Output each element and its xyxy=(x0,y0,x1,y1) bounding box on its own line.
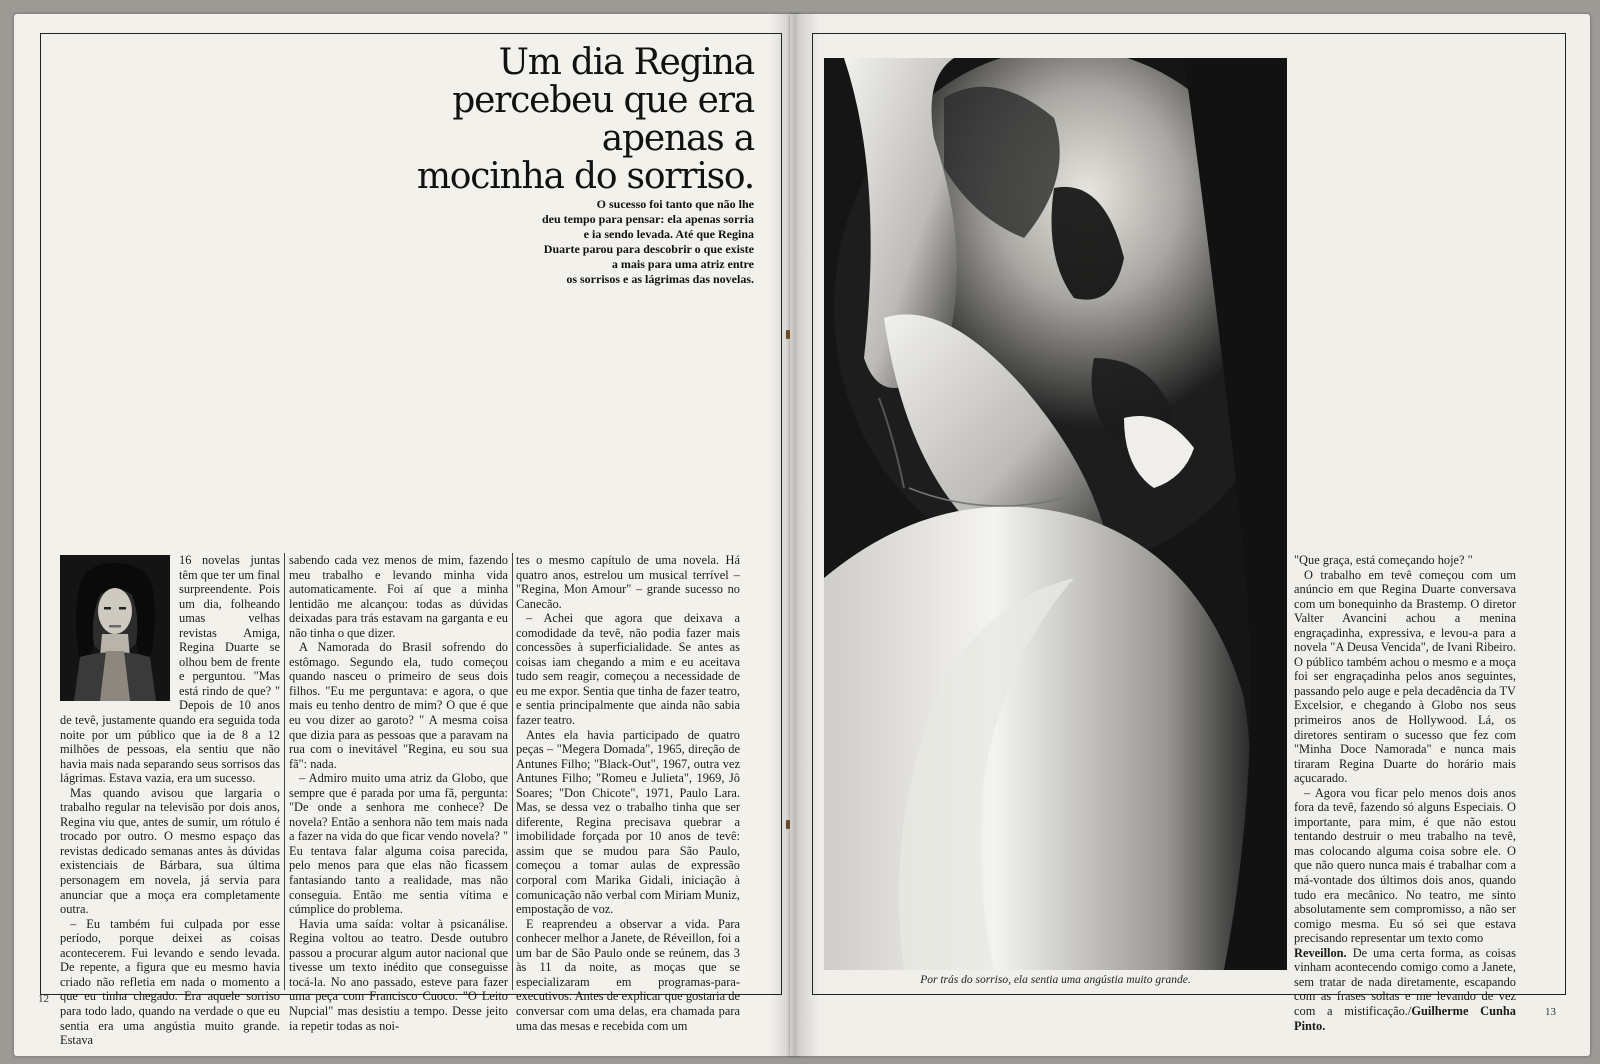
deck-line: Duarte parou para descobrir o que existe xyxy=(543,242,754,256)
paragraph: tes o mesmo capítulo de uma novela. Há quatro anos, estrelou um musical terrível – "Regina, Mon Amour" – grande sucesso no Canecão. xyxy=(516,553,740,611)
paragraph-text: De uma certa forma, as coisas vinham acontecendo comigo como a Janete, sem tratar de nada diretamente, escapando com as frases soltas e me levando de vez com a mistificação./ xyxy=(1294,945,1516,1018)
portrait-photo xyxy=(60,555,170,701)
page-number-right: 13 xyxy=(1545,1006,1556,1018)
column-rule xyxy=(284,553,285,990)
paragraph: 16 novelas juntas têm que ter um final surpreendente. Pois um dia, folheando umas velhas revistas Amiga, Regina Duarte se olhou bem de frente e perguntou. "Mas está rindo de que? " Depois de 10 anos de tevê, justamente quando era seguida toda noite por um público que ia de 8 a 12 milhões de pessoas, ela sentiu que não havia mais nada separando seus sorrisos das lágrimas. Estava vazia, era um sucesso. xyxy=(60,553,280,786)
portrait-image xyxy=(60,555,170,701)
paragraph: – Agora vou ficar pelo menos dois anos fora da tevê, fazendo só alguns Especiais. O importante, para mim, é que não estou tentando destruir o meu trabalho na tevê, mas colocando alguma coisa sobre ele. O que não quero nunca mais é trabalhar com a má-vontade dos últimos dois anos, quando tudo era mecânico. No teatro, me sinto absolutamente sem compromisso, a não ser comigo mesma. Eu só sei que estava precisando representar um texto como xyxy=(1294,785,1516,946)
paragraph: sabendo cada vez menos de mim, fazendo meu trabalho e levando minha vida automaticamente. Foi aí que a minha lentidão me alcançou: todas as dúvidas deixadas para trás estavam na garganta e eu não tinha o que dizer. xyxy=(289,553,508,640)
paragraph: "Que graça, está começando hoje? " xyxy=(1294,553,1473,567)
author-byline: Guilherme Cunha Pinto. xyxy=(1294,1003,1516,1033)
page-number-left: 12 xyxy=(38,993,49,1005)
paragraph xyxy=(1294,946,1516,1033)
headline-line: Um dia Regina xyxy=(498,42,754,83)
deck-line: deu tempo para pensar: ela apenas sorria xyxy=(542,212,754,226)
article-column-4 xyxy=(1294,553,1516,1033)
paragraph: Mas quando avisou que largaria o trabalho regular na televisão por dois anos, Regina viu que, antes de sumir, um rótulo é trocado por outro. O mesmo espaço das revistas dedicado semanas antes às dúvidas existenciais de Bárbara, sua última personagem em novela, já servia para anunciar que a moça era completamente outra. xyxy=(60,785,280,917)
paragraph: O trabalho em tevê começou com um anúncio em que Regina Duarte conversava com um bonequinho da Brastemp. O diretor Valter Avancini achou a menina engraçadinha, expressiva, e levou-a para a novela "A Deusa Vencida", de Ivani Ribeiro. O público também achou o mesmo e a moça foi ser engraçadinha pelos anos seguintes, passando pelo auge e pela decadência da TV Excelsior, e chegando à Globo nos seus primeiros anos de Hollywood. Lá, os diretores sentiram o sucesso que fez com "Minha Doce Namorada" e nunca mais tiraram Regina Duarte do horário mais açucarado. xyxy=(1294,567,1516,786)
photo-caption: Por trás do sorriso, ela sentia uma angústia muito grande. xyxy=(920,974,1191,986)
deck xyxy=(454,197,754,287)
paragraph: E reaprendeu a observar a vida. Para conhecer melhor a Janete, de Réveillon, foi a um bar de São Paulo onde se reúnem, das 3 às 11 da noite, as moças que se especializaram em programas-para-executivos. Antes de explicar que gostaria de conversar com uma delas, era chamada para uma das mesas e recebida com um xyxy=(516,916,740,1033)
main-photo xyxy=(824,58,1287,970)
column-rule xyxy=(512,553,513,990)
article-column-2 xyxy=(289,553,508,1033)
paragraph: Havia uma saída: voltar à psicanálise. Regina voltou ao teatro. Desde outubro passou a procurar algum autor nacional que tivesse um texto inédito que conseguisse tocá-la. No ano passado, esteve para fazer uma peça com Francisco Cuoco. "O Leito Nupcial" mas desistiu a tempo. Desse jeito ia repetir todas as noi- xyxy=(289,916,508,1033)
headline-line: mocinha do sorriso. xyxy=(416,156,754,197)
headline xyxy=(354,44,754,196)
headline-line: percebeu que era xyxy=(452,80,754,121)
paragraph: – Eu também fui culpada por esse período, porque deixei as coisas acontecerem. Fui levando e sendo levada. De repente, a figura que eu mesmo havia criado não refletia em nada o momento a que eu tinha chegado. Era aquele sorriso para todo lado, quando na verdade o que eu sentia era uma angústia muito grande. Estava xyxy=(60,916,280,1048)
paragraph: – Admiro muito uma atriz da Globo, que sempre que é parada por uma fã, pergunta: "De onde a senhora me conhece? De novela? Então a senhora não tem mais nada a fazer na vida do que ficar vendo novela? " Eu tentava falar alguma coisa parecida, pelo menos para que elas não ficassem fantasiando tanto a realidade, mas não conseguia. Então me sentia vítima e cúmplice do problema. xyxy=(289,771,508,917)
paragraph: A Namorada do Brasil sofrendo do estômago. Segundo ela, tudo começou quando nasceu o primeiro de seus dois filhos. "Eu me perguntava: e agora, o que mais eu tenho dentro de mim? O que é que eu vou dizer ao garoto? " A mesma coisa que dizia para as pessoas que a paravam na rua com o inevitável "Regina, eu sou sua fã": nada. xyxy=(289,640,508,771)
article-column-3 xyxy=(516,553,740,1033)
staple-bottom xyxy=(786,820,790,829)
play-title: Reveillon. xyxy=(1294,945,1347,960)
deck-line: O sucesso foi tanto que não lhe xyxy=(596,197,754,211)
paragraph: – Achei que agora que deixava a comodidade da tevê, não podia fazer mais concessões à superficialidade. Se antes as coisas iam chegando a mim e eu aceitava tudo sem reagir, começou a necessidade de eu me expor. Sentia que tinha de fazer teatro, e sentia principalmente que ainda não sabia fazer teatro. xyxy=(516,611,740,728)
article-column-1 xyxy=(60,553,280,1048)
paragraph: Antes ela havia participado de quatro peças – "Megera Domada", 1965, direção de Antunes Filho; "Black-Out", 1967, outra vez Antunes Filho; "Romeu e Julieta", 1969, Jô Soares; "Don Chicote", 1971, Paulo Lara. Mas, se dessa vez o trabalho tinha que ser diferente, Regina precisava quebrar a imobilidade forçada por 10 anos de tevê: assim que se mudou para São Paulo, começou a tomar aulas de expressão corporal com Marika Gidali, iniciação à comunicação não verbal com Miriam Muniz, empostação de voz. xyxy=(516,727,740,917)
headline-line: apenas a xyxy=(601,118,754,159)
portrait-closeup-image xyxy=(824,58,1287,970)
deck-line: e ia sendo levada. Até que Regina xyxy=(583,227,754,241)
deck-line: a mais para uma atriz entre xyxy=(611,257,754,271)
deck-line: os sorrisos e as lágrimas das novelas. xyxy=(566,272,754,286)
staple-top xyxy=(786,330,790,339)
